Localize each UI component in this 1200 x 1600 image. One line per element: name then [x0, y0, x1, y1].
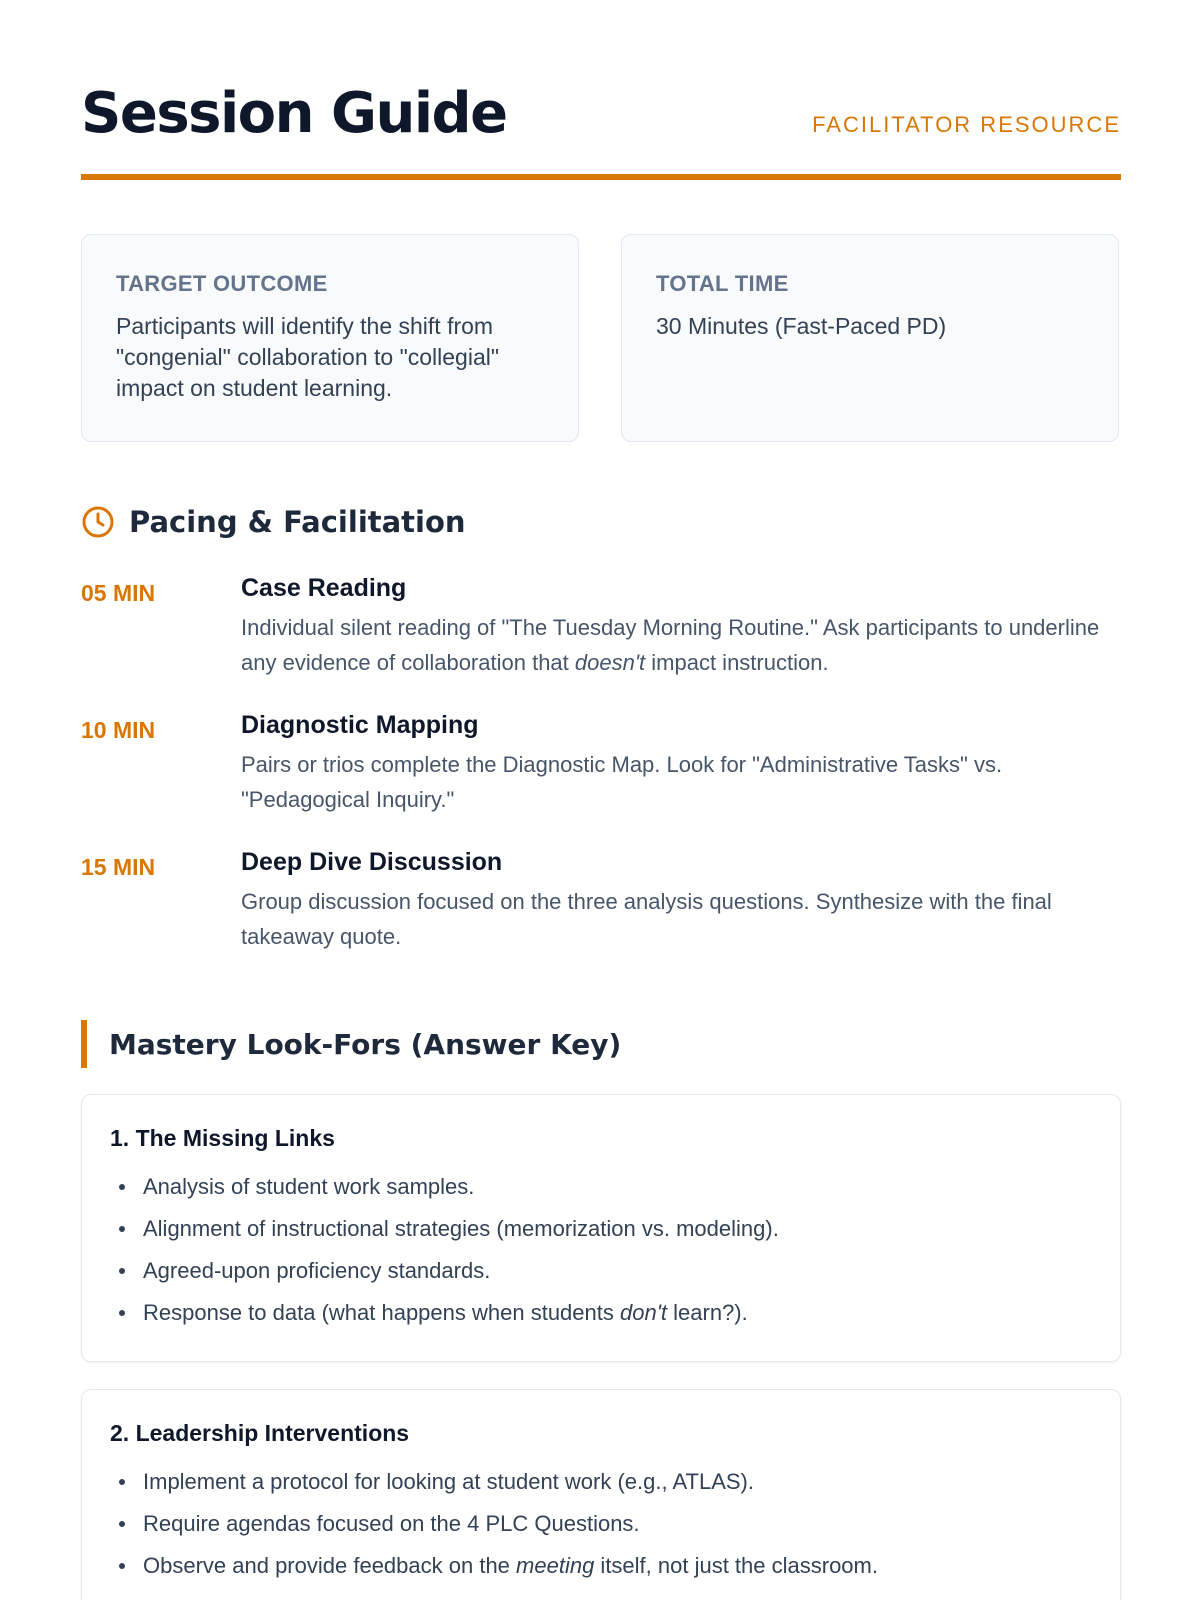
page-header: [81, 0, 1121, 180]
list-item-text: Response to data (what happens when students: [143, 1300, 620, 1325]
bullet-icon: [119, 1521, 125, 1527]
answer-list: [110, 1461, 1092, 1587]
step-title: Diagnostic Mapping: [241, 711, 479, 739]
list-item-text: Observe and provide feedback on the: [143, 1553, 517, 1578]
answer-card-title: 1. The Missing Links: [110, 1125, 335, 1151]
list-item-text: Alignment of instructional strategies (memorization vs. modeling).: [143, 1216, 779, 1241]
page-title: Session Guide: [81, 81, 507, 146]
step-description-emphasis: doesn't: [574, 650, 646, 675]
header-divider: [81, 174, 1121, 180]
card-value: 30 Minutes (Fast-Paced PD): [656, 313, 947, 339]
section-title: Pacing & Facilitation: [129, 505, 466, 539]
list-item: [110, 1292, 1092, 1334]
list-item-emphasis: don't: [620, 1300, 668, 1325]
mastery-section-heading: [81, 1020, 621, 1068]
answer-key-card: [81, 1389, 1121, 1600]
step-description: [241, 884, 1121, 954]
pacing-section-heading: [81, 500, 466, 544]
card-label: TOTAL TIME: [656, 271, 789, 296]
answer-list: [110, 1166, 1092, 1334]
list-item: [110, 1250, 1092, 1292]
step-description: [241, 747, 1121, 817]
list-item: [110, 1503, 1092, 1545]
page-subtitle: FACILITATOR RESOURCE: [812, 112, 1121, 137]
step-duration: 15 MIN: [81, 854, 156, 880]
step-title: Deep Dive Discussion: [241, 848, 503, 876]
pacing-list: [81, 574, 1121, 985]
list-item: [110, 1545, 1092, 1587]
bullet-icon: [119, 1268, 125, 1274]
bullet-icon: [119, 1184, 125, 1190]
step-body: [241, 848, 1121, 954]
list-item-text: Implement a protocol for looking at student work (e.g., ATLAS).: [143, 1469, 754, 1494]
info-cards: [81, 234, 1121, 444]
step-description-text: Individual silent reading of "The Tuesday Morning Routine." Ask participants to underline any evidence of collaboration that: [241, 615, 1100, 675]
step-duration: 05 MIN: [81, 580, 156, 606]
step-duration: 10 MIN: [81, 717, 156, 743]
step-description-text: Pairs or trios complete the Diagnostic Map. Look for "Administrative Tasks" vs. "Pedagogical Inquiry.": [241, 752, 1003, 812]
step-description-text: impact instruction.: [645, 650, 829, 675]
step-description-text: Group discussion focused on the three analysis questions. Synthesize with the final takeaway quote.: [241, 889, 1052, 949]
list-item-text: Agreed-upon proficiency standards.: [143, 1258, 491, 1283]
list-item-text: Analysis of student work samples.: [143, 1174, 475, 1199]
accent-bar: [81, 1020, 87, 1068]
total-time-card: [621, 234, 1119, 442]
bullet-icon: [119, 1310, 125, 1316]
bullet-icon: [119, 1479, 125, 1485]
clock-icon: [81, 505, 115, 539]
list-item: [110, 1208, 1092, 1250]
list-item: [110, 1461, 1092, 1503]
pacing-step: [81, 574, 1121, 711]
list-item: [110, 1166, 1092, 1208]
pacing-step: [81, 848, 1121, 985]
bullet-icon: [119, 1226, 125, 1232]
step-body: [241, 574, 1121, 680]
pacing-step: [81, 711, 1121, 848]
answer-card-title: 2. Leadership Interventions: [110, 1420, 410, 1446]
bullet-icon: [119, 1563, 125, 1569]
session-guide-page: [81, 0, 1121, 1578]
list-item-text: itself, not just the classroom.: [594, 1553, 878, 1578]
list-item-emphasis: meeting: [516, 1553, 595, 1578]
step-body: [241, 711, 1121, 817]
list-item-text: learn?).: [667, 1300, 748, 1325]
card-value: Participants will identify the shift from "congenial" collaboration to "collegial" impact on student learning.: [116, 313, 500, 401]
card-label: TARGET OUTCOME: [116, 271, 328, 296]
target-outcome-card: [81, 234, 579, 442]
step-description: [241, 610, 1121, 680]
section-title: Mastery Look-Fors (Answer Key): [109, 1027, 622, 1061]
list-item-text: Require agendas focused on the 4 PLC Questions.: [143, 1511, 640, 1536]
step-title: Case Reading: [241, 574, 407, 602]
answer-key-card: [81, 1094, 1121, 1362]
